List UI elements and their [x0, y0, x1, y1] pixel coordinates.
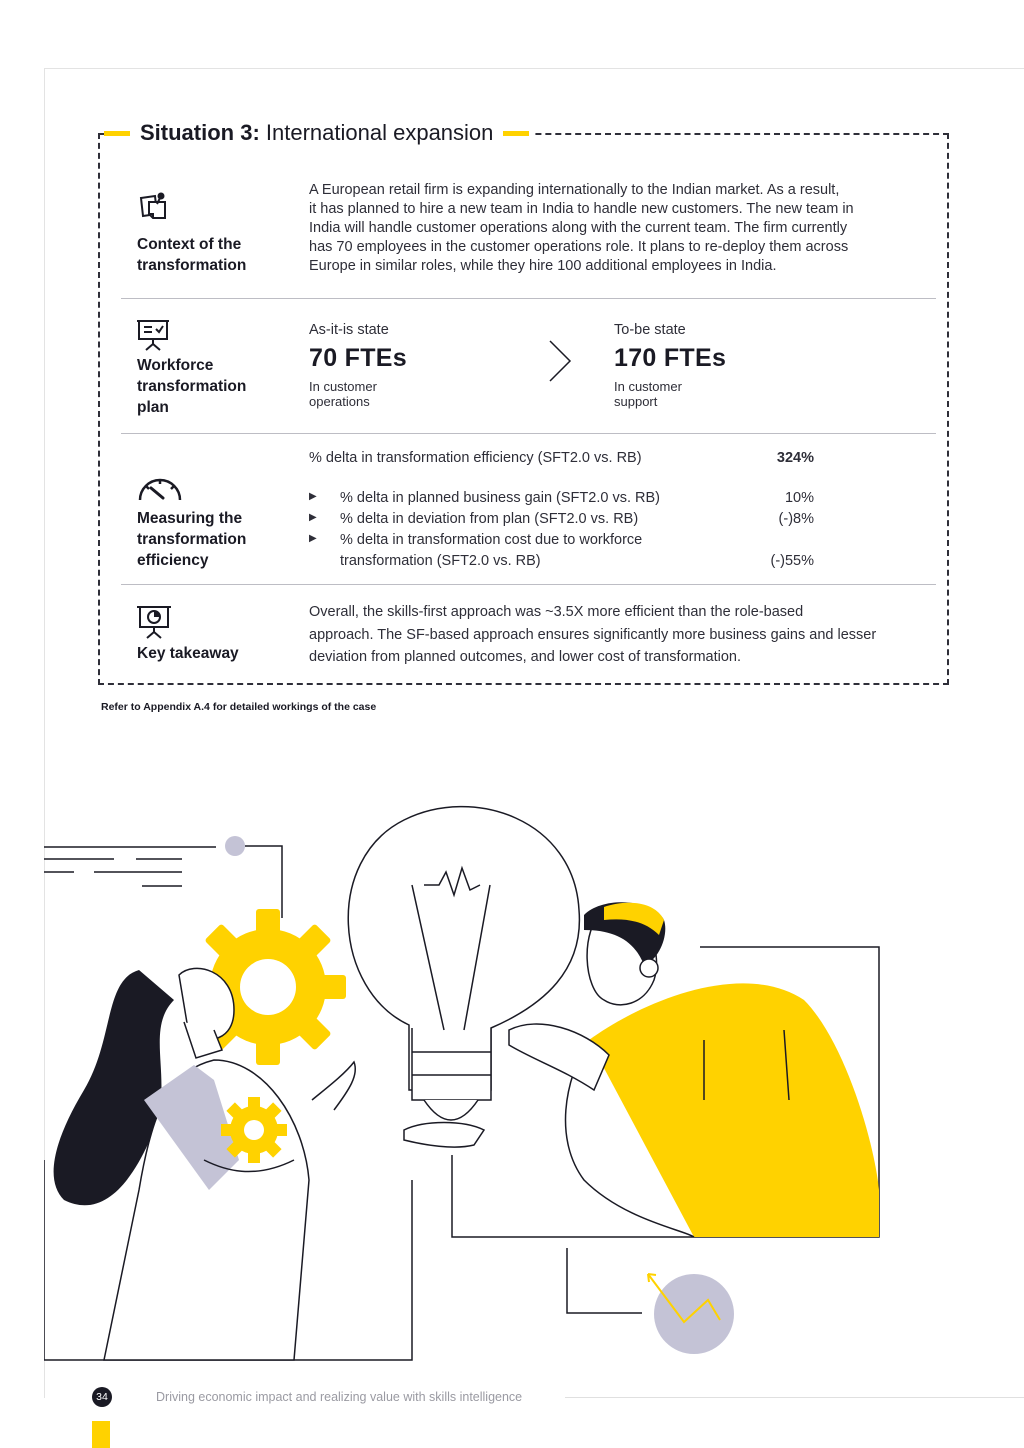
- lightbulb-collaboration-illustration: [44, 800, 944, 1365]
- metric-item-text: % delta in deviation from plan (SFT2.0 vs. RB): [340, 511, 639, 527]
- context-line: Europe in similar roles, while they hire 100 additional employees in India.: [309, 258, 777, 274]
- light-bulb-icon: [348, 807, 579, 1120]
- takeaway-line: deviation from planned outcomes, and lower cost of transformation.: [309, 649, 742, 665]
- title-rest: International expansion: [265, 120, 494, 145]
- decor-lines: [44, 847, 216, 886]
- panel-title: [104, 118, 535, 148]
- presentation-board-icon: [137, 317, 169, 351]
- chevron-right-icon: [547, 339, 573, 383]
- as-is-sub-line1: In customer: [309, 379, 377, 394]
- as-is-sub-line2: operations: [309, 394, 370, 409]
- to-be-value: 170 FTEs: [614, 344, 727, 372]
- footer-text: Driving economic impact and realizing value with skills intelligence: [156, 1390, 523, 1404]
- workforce-label: [137, 355, 287, 418]
- footer-accent-bar: [92, 1421, 110, 1448]
- workforce-label-line1: Workforce: [137, 357, 214, 374]
- as-is-sub: [309, 379, 407, 409]
- as-is-value: 70 FTEs: [309, 344, 407, 372]
- measuring-label-line2: transformation: [137, 531, 247, 548]
- small-gear-icon: [221, 1097, 287, 1163]
- takeaway-text: [309, 601, 929, 669]
- measuring-label-line1: Measuring the: [137, 510, 243, 527]
- to-be-sub-line2: support: [614, 394, 658, 409]
- takeaway-line: approach. The SF-based approach ensures significantly more business gains and lesser: [309, 626, 877, 643]
- metric-item-value: (-)8%: [778, 511, 814, 527]
- as-is-label: As-it-is state: [309, 322, 389, 338]
- bullet-triangle-icon: ▶: [309, 512, 317, 523]
- measuring-label: [137, 508, 287, 571]
- context-line: it has planned to hire a new team in India to handle new customers. The new team in: [309, 201, 854, 217]
- metric-item-value: (-)55%: [770, 553, 814, 569]
- context-label-line1: Context of the: [137, 236, 242, 253]
- to-be-state: [614, 322, 726, 409]
- workforce-label-line2: transformation: [137, 378, 247, 395]
- measuring-section: [121, 434, 936, 584]
- efficiency-headline-text: % delta in transformation efficiency (SFT2.0 vs. RB): [309, 450, 642, 466]
- title-text: [140, 120, 493, 146]
- metric-item-text: % delta in planned business gain (SFT2.0 vs. RB): [340, 490, 660, 506]
- appendix-footnote: Refer to Appendix A.4 for detailed workings of the case: [101, 701, 377, 713]
- bullet-triangle-icon: ▶: [309, 533, 317, 544]
- context-line: A European retail firm is expanding internationally to the Indian market. As a result,: [309, 182, 840, 198]
- takeaway-label: Key takeaway: [137, 645, 239, 662]
- workforce-section: [121, 299, 936, 433]
- takeaway-line: Overall, the skills-first approach was ~3.5X more efficient than the role-based: [309, 604, 804, 620]
- to-be-label: To-be state: [614, 322, 686, 338]
- context-line: India will handle customer operations along with the current team. The firm currently: [309, 220, 848, 236]
- metric-item-text: [340, 530, 740, 572]
- metric-item-text-line1: % delta in transformation cost due to workforce: [340, 532, 643, 548]
- context-section: [121, 170, 936, 298]
- context-description: [309, 181, 929, 276]
- page-frame-top-line: [44, 68, 1024, 69]
- title-accent-right: [503, 131, 529, 136]
- workforce-label-line3: plan: [137, 399, 169, 416]
- gauge-icon: [137, 474, 183, 502]
- efficiency-headline-value: 324%: [776, 450, 814, 466]
- title-accent-left: [104, 131, 130, 136]
- page-number: 34: [92, 1387, 112, 1407]
- sticky-notes-icon: [137, 188, 173, 224]
- metric-item-text-line2: transformation (SFT2.0 vs. RB): [340, 553, 541, 569]
- to-be-sub-line1: In customer: [614, 379, 682, 394]
- context-label: [137, 234, 287, 276]
- context-line: has 70 employees in the customer operations role. It plans to re-deploy them across: [309, 239, 849, 255]
- context-label-line2: transformation: [137, 257, 247, 274]
- takeaway-section: [121, 585, 936, 680]
- footer-divider: [565, 1397, 1024, 1398]
- title-bold: Situation 3:: [140, 120, 260, 145]
- to-be-sub: [614, 379, 726, 409]
- as-is-state: [309, 322, 407, 409]
- measuring-label-line3: efficiency: [137, 552, 209, 569]
- metric-item-value: 10%: [784, 490, 814, 506]
- pie-chart-board-icon: [137, 603, 171, 639]
- bullet-triangle-icon: ▶: [309, 491, 317, 502]
